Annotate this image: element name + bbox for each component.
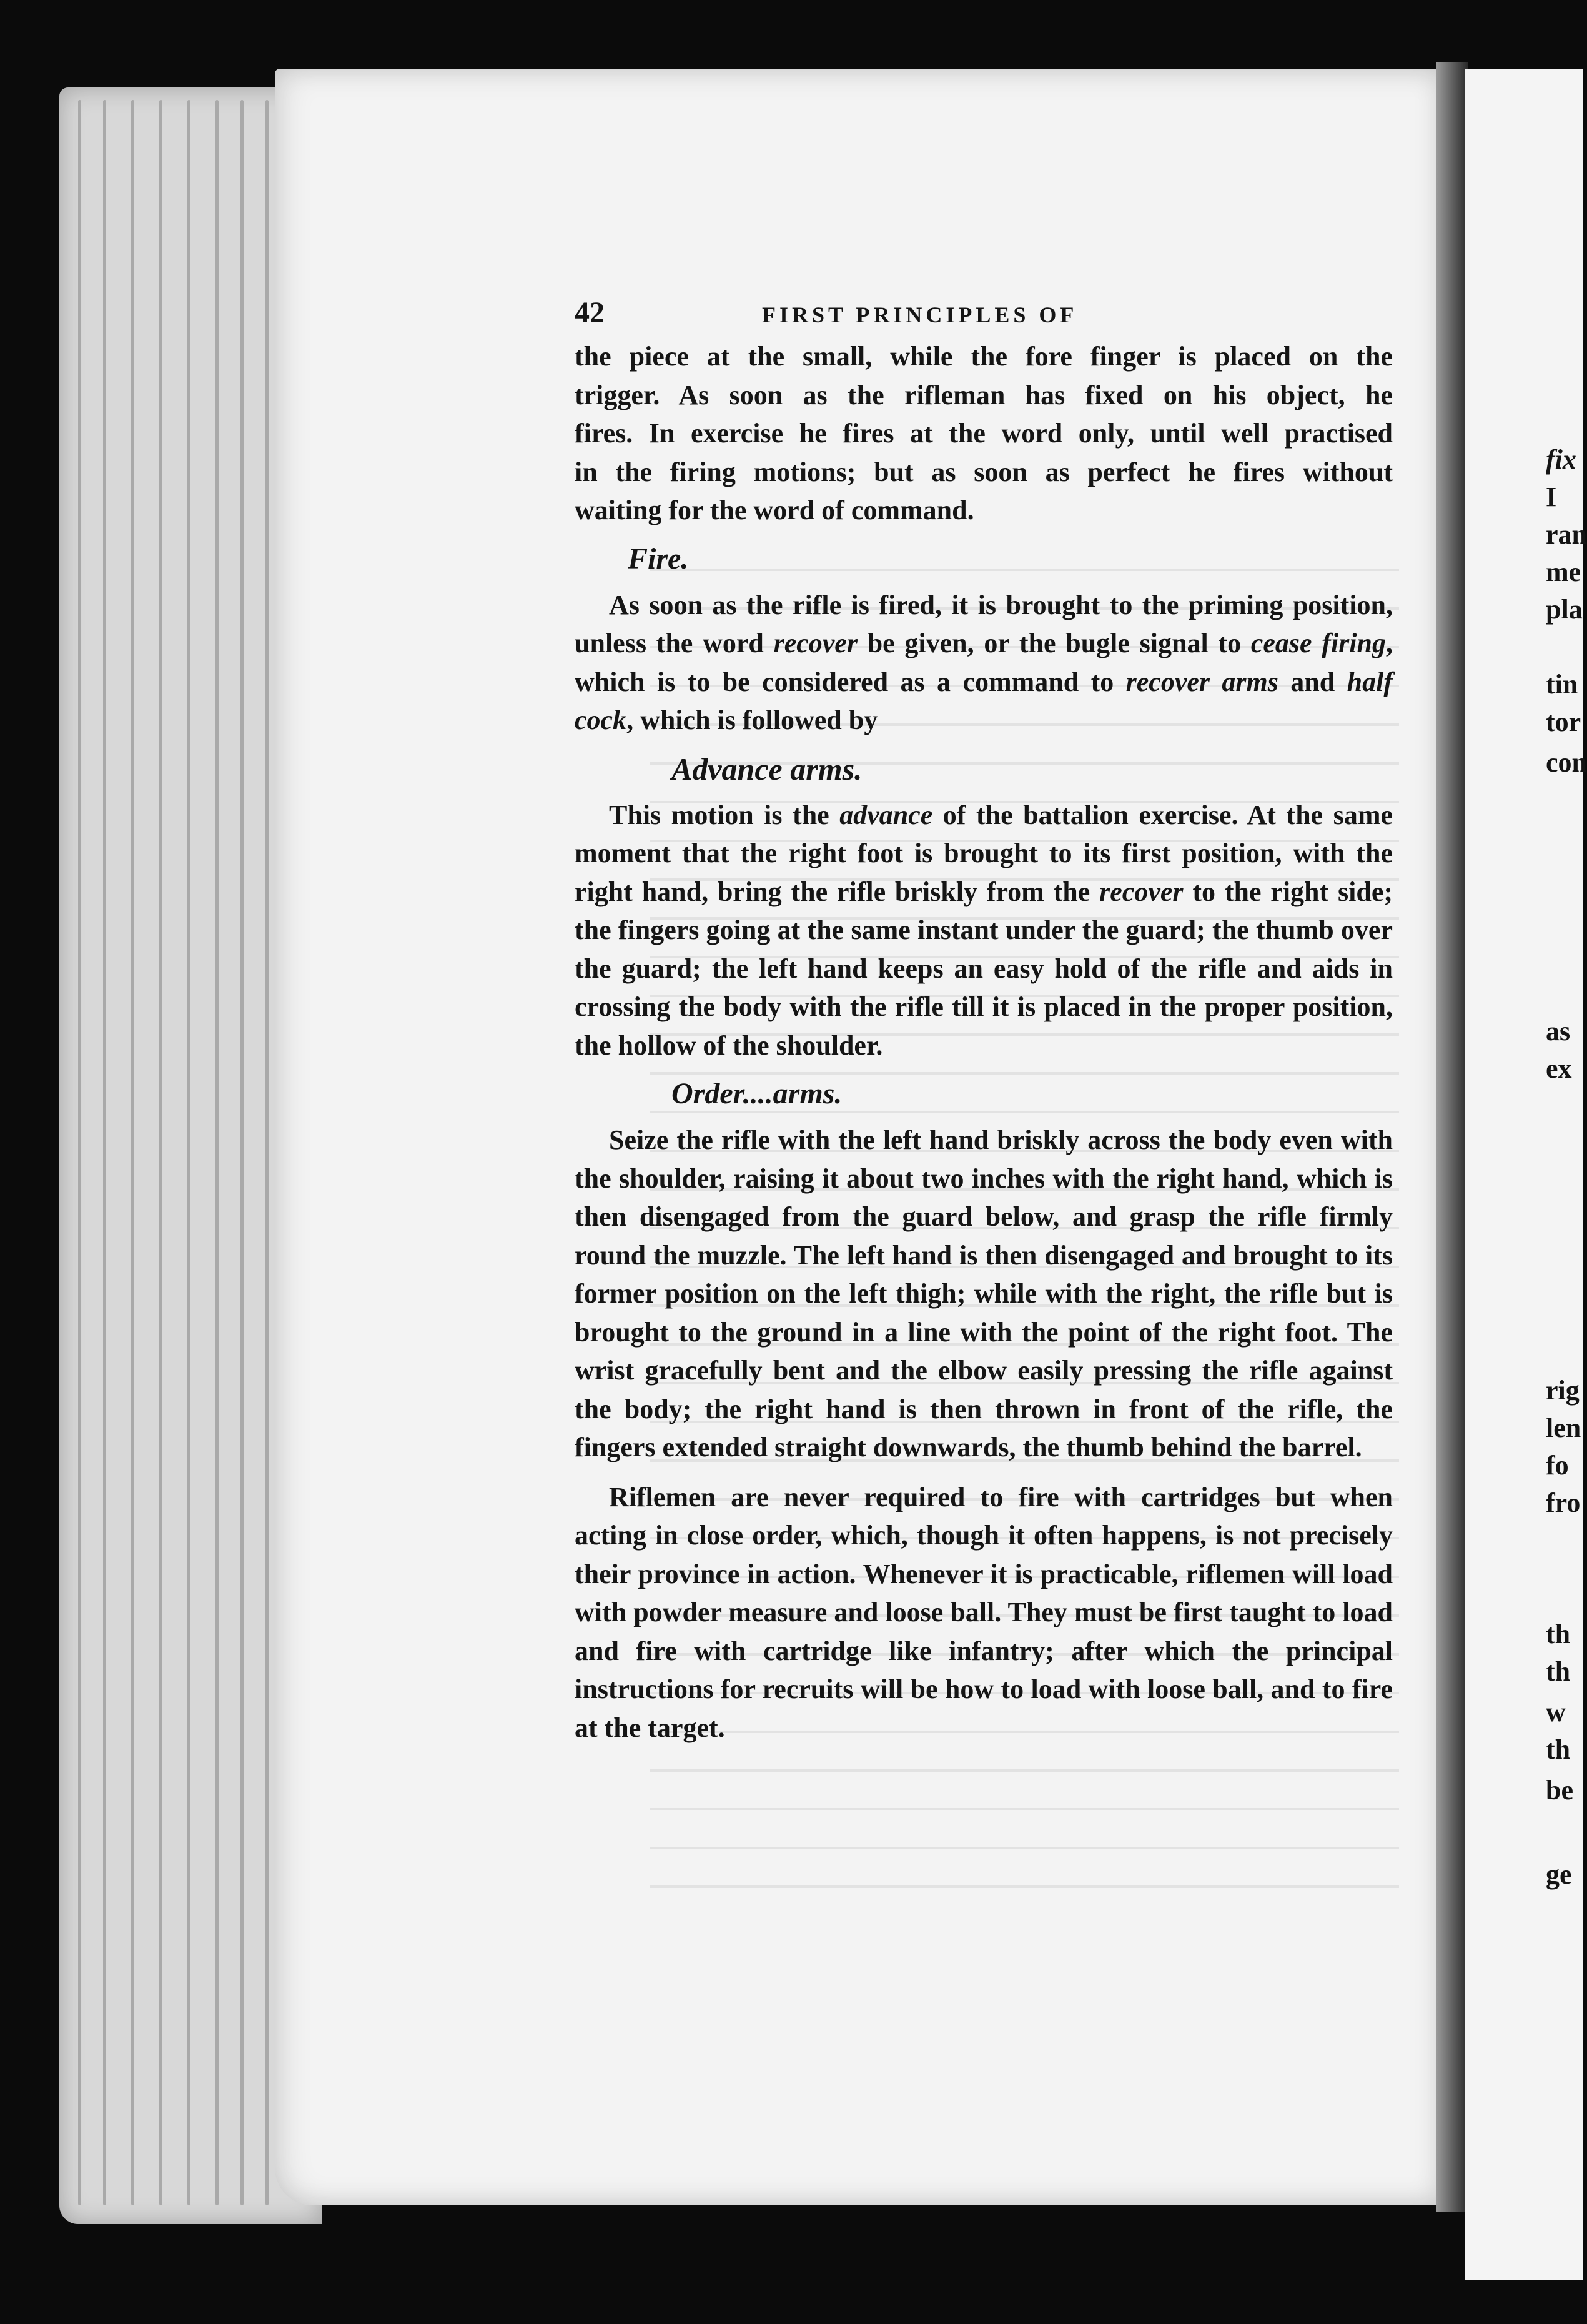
page-text	[575, 294, 1393, 1747]
facing-fragment: th	[1546, 1619, 1571, 1649]
italic-term: recover	[773, 628, 858, 658]
text-run: of the battalion exercise. At the same moment that the right foot is brought to its first position, with the right hand, bring the rifle briskly from the	[575, 799, 1393, 907]
running-head: FIRST PRINCIPLES OF	[762, 302, 1078, 327]
facing-fragment: be	[1546, 1775, 1573, 1805]
facing-fragment: fro	[1546, 1487, 1581, 1518]
italic-term: recover	[1099, 876, 1184, 907]
text-line: waiting for the word of command.	[575, 495, 974, 525]
page-edge-line	[187, 100, 190, 2205]
text-line: in the firing motions; but as soon as perfect he fires without	[575, 456, 1393, 487]
facing-fragment: as	[1546, 1016, 1571, 1046]
text-line: trigger. As soon as the rifleman has fixed on his object, he	[575, 379, 1393, 410]
section-heading-order-arms: Order....arms.	[671, 1077, 843, 1110]
italic-term: recover arms	[1125, 666, 1278, 697]
paragraph-intro	[575, 337, 1393, 376]
facing-fragment: ex	[1546, 1053, 1572, 1084]
italic-term: half cock	[575, 666, 1393, 735]
paragraph-advance-arms	[575, 796, 1393, 1065]
text-run: and	[1278, 666, 1347, 697]
section-heading-fire: Fire.	[628, 542, 689, 575]
facing-fragment: tin	[1546, 669, 1578, 700]
text-line: fires. In exercise he fires at the word only, until well practised	[575, 418, 1393, 449]
page-header	[575, 294, 1393, 337]
italic-term: advance	[839, 799, 933, 830]
text-line-wrap	[575, 453, 1393, 492]
paragraph-riflemen: Riflemen are never required to fire with cartridges but when acting in close order, which, though it often happens, is not precisely their province in action. Whenever it is practicable, riflemen will load with powder measure and loose ball. They must be first taught to load and fire with cartridge like infantry; after which the principal instructions for recruits will be how to load with loose ball, and to fire at the target.	[575, 1481, 1393, 1743]
page-edge-line	[265, 100, 269, 2205]
paragraph-order-arms: Seize the rifle with the left hand briskly across the body even with the shoulder, raising it about two inches with the right hand, which is then disengaged from the guard below, and grasp the rifle firmly round the muzzle. The left hand is then disengaged and brought to its former position on the left thigh; while with the right, the rifle but is brought to the ground in a line with the point of the right foot. The wrist gracefully bent and the elbow easily pressing the rifle against the body; the right hand is then thrown in front of the rifle, the fingers extended straight downwards, the thumb behind the barrel.	[575, 1125, 1393, 1462]
text-line-wrap	[575, 414, 1393, 453]
facing-fragment: ge	[1546, 1859, 1572, 1890]
facing-fragment: th	[1546, 1734, 1571, 1765]
facing-fragment: th	[1546, 1656, 1571, 1687]
page-number: 42	[575, 296, 605, 329]
italic-term: cease firing	[1250, 628, 1386, 658]
text-line-wrap	[575, 376, 1393, 415]
book-gutter	[1436, 62, 1468, 2212]
facing-fragment: rig	[1546, 1375, 1580, 1406]
facing-fragment: ran	[1546, 519, 1587, 550]
page-edge-line	[131, 100, 134, 2205]
facing-fragment: w	[1546, 1697, 1566, 1727]
text-run: be given, or the bugle signal to	[857, 628, 1251, 658]
facing-fragment: con	[1546, 747, 1587, 778]
facing-fragment: pla	[1546, 594, 1583, 625]
page-edge-line	[78, 100, 81, 2205]
text-line: the piece at the small, while the fore finger is placed on the	[575, 341, 1393, 372]
text-run: , which is to be considered as a command to	[575, 628, 1393, 697]
text-run: to the right side; the fingers going at the same instant under the guard; the thumb over the guard; the left hand keeps an easy hold of the rifle and aids in crossing the body with the rifle till it is placed in the proper position, the hollow of the shoulder.	[575, 876, 1393, 1061]
facing-fragment: I	[1546, 482, 1557, 512]
text-line-wrap	[575, 491, 1393, 530]
paragraph-gap	[575, 1467, 1393, 1478]
section-heading-advance-arms: Advance arms.	[671, 751, 863, 787]
facing-fragment: fix	[1546, 444, 1576, 475]
text-run: , which is followed by	[626, 705, 878, 735]
page-edge-line	[240, 100, 244, 2205]
facing-fragment: tor	[1546, 707, 1581, 737]
text-run: As soon as the rifle is fired, it is brought to the priming position, unless the word	[575, 589, 1393, 658]
page-edge-line	[215, 100, 219, 2205]
page-edge-line	[159, 100, 162, 2205]
facing-fragment: fo	[1546, 1450, 1569, 1481]
text-run: This motion is the	[609, 799, 840, 830]
right-page	[1465, 69, 1583, 2280]
page-edge-line	[103, 100, 106, 2205]
paragraph-fire	[575, 586, 1393, 740]
facing-fragment: me	[1546, 557, 1581, 587]
facing-fragment: len	[1546, 1413, 1581, 1443]
